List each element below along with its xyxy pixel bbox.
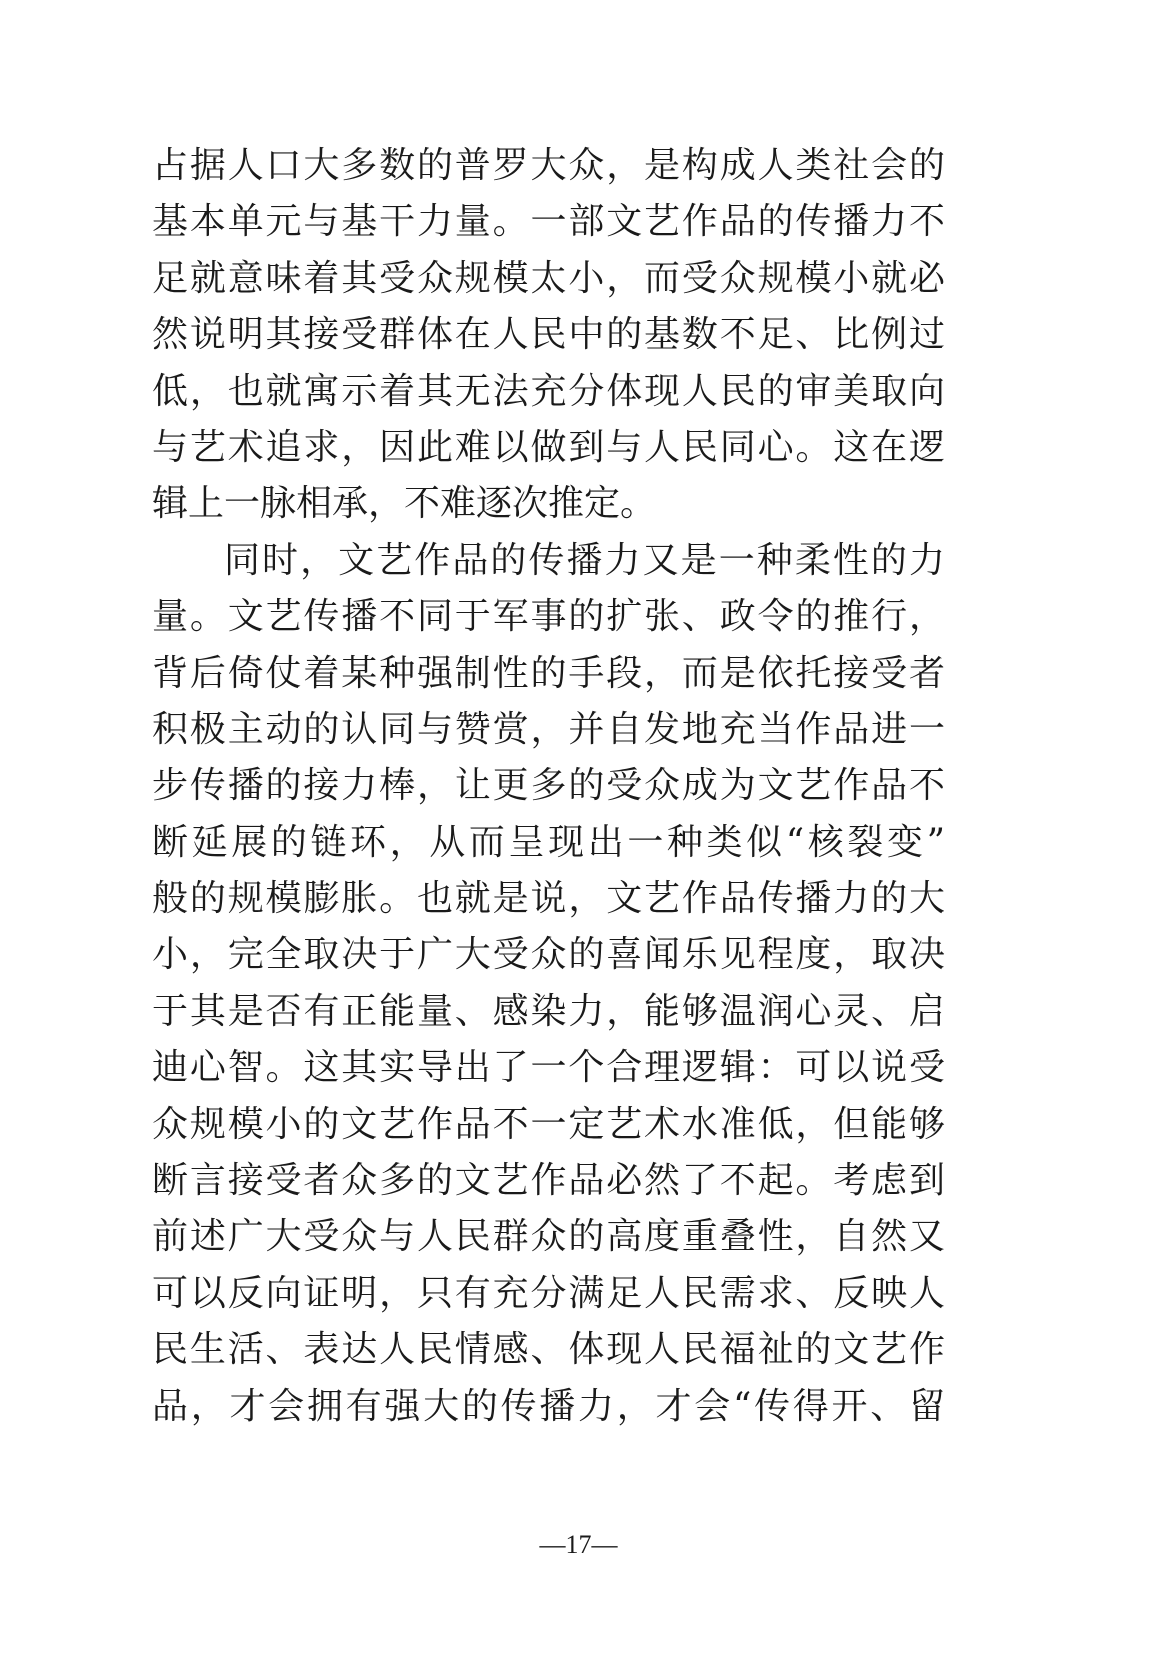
text-line: 量。文艺传播不同于军事的扩张、政令的推行， [152, 596, 945, 638]
text-line: 断言接受者众多的文艺作品必然了不起。考虑到 [152, 1160, 945, 1202]
paragraph-end-line: 辑上一脉相承，不难逐次推定。 [152, 483, 657, 525]
text-line: 占据人口大多数的普罗大众，是构成人类社会的 [152, 145, 945, 186]
text-line: 品，才会拥有强大的传播力，才会“传得开、留 [152, 1385, 945, 1427]
page-number: —17— [539, 1530, 618, 1559]
text-line: 背后倚仗着某种强制性的手段，而是依托接受者 [152, 652, 945, 694]
text-line: 积极主动的认同与赞赏，并自发地充当作品进一 [152, 708, 945, 750]
text-line: 前述广大受众与人民群众的高度重叠性，自然又 [152, 1216, 945, 1258]
paragraph-start-line: 同时，文艺作品的传播力又是一种柔性的力 [224, 539, 945, 581]
text-line: 然说明其接受群体在人民中的基数不足、比例过 [152, 314, 945, 356]
text-line: 低，也就寓示着其无法充分体现人民的审美取向 [152, 370, 945, 412]
text-line: 民生活、表达人民情感、体现人民福祉的文艺作 [152, 1329, 945, 1371]
text-line: 足就意味着其受众规模太小，而受众规模小就必 [152, 257, 945, 299]
text-line: 迪心智。这其实导出了一个合理逻辑：可以说受 [152, 1047, 945, 1089]
text-line: 基本单元与基干力量。一部文艺作品的传播力不 [152, 201, 945, 243]
text-line: 步传播的接力棒，让更多的受众成为文艺作品不 [152, 765, 945, 807]
text-line: 于其是否有正能量、感染力，能够温润心灵、启 [152, 990, 945, 1032]
text-line: 般的规模膨胀。也就是说，文艺作品传播力的大 [152, 878, 945, 920]
text-line: 与艺术追求，因此难以做到与人民同心。这在逻 [152, 426, 945, 468]
body-text [152, 138, 952, 1435]
text-line: 小，完全取决于广大受众的喜闻乐见程度，取决 [152, 934, 945, 976]
text-line: 断延展的链环，从而呈现出一种类似“核裂变” [152, 821, 945, 863]
text-line: 众规模小的文艺作品不一定艺术水准低，但能够 [152, 1103, 945, 1145]
text-line: 可以反向证明，只有充分满足人民需求、反映人 [152, 1272, 945, 1314]
